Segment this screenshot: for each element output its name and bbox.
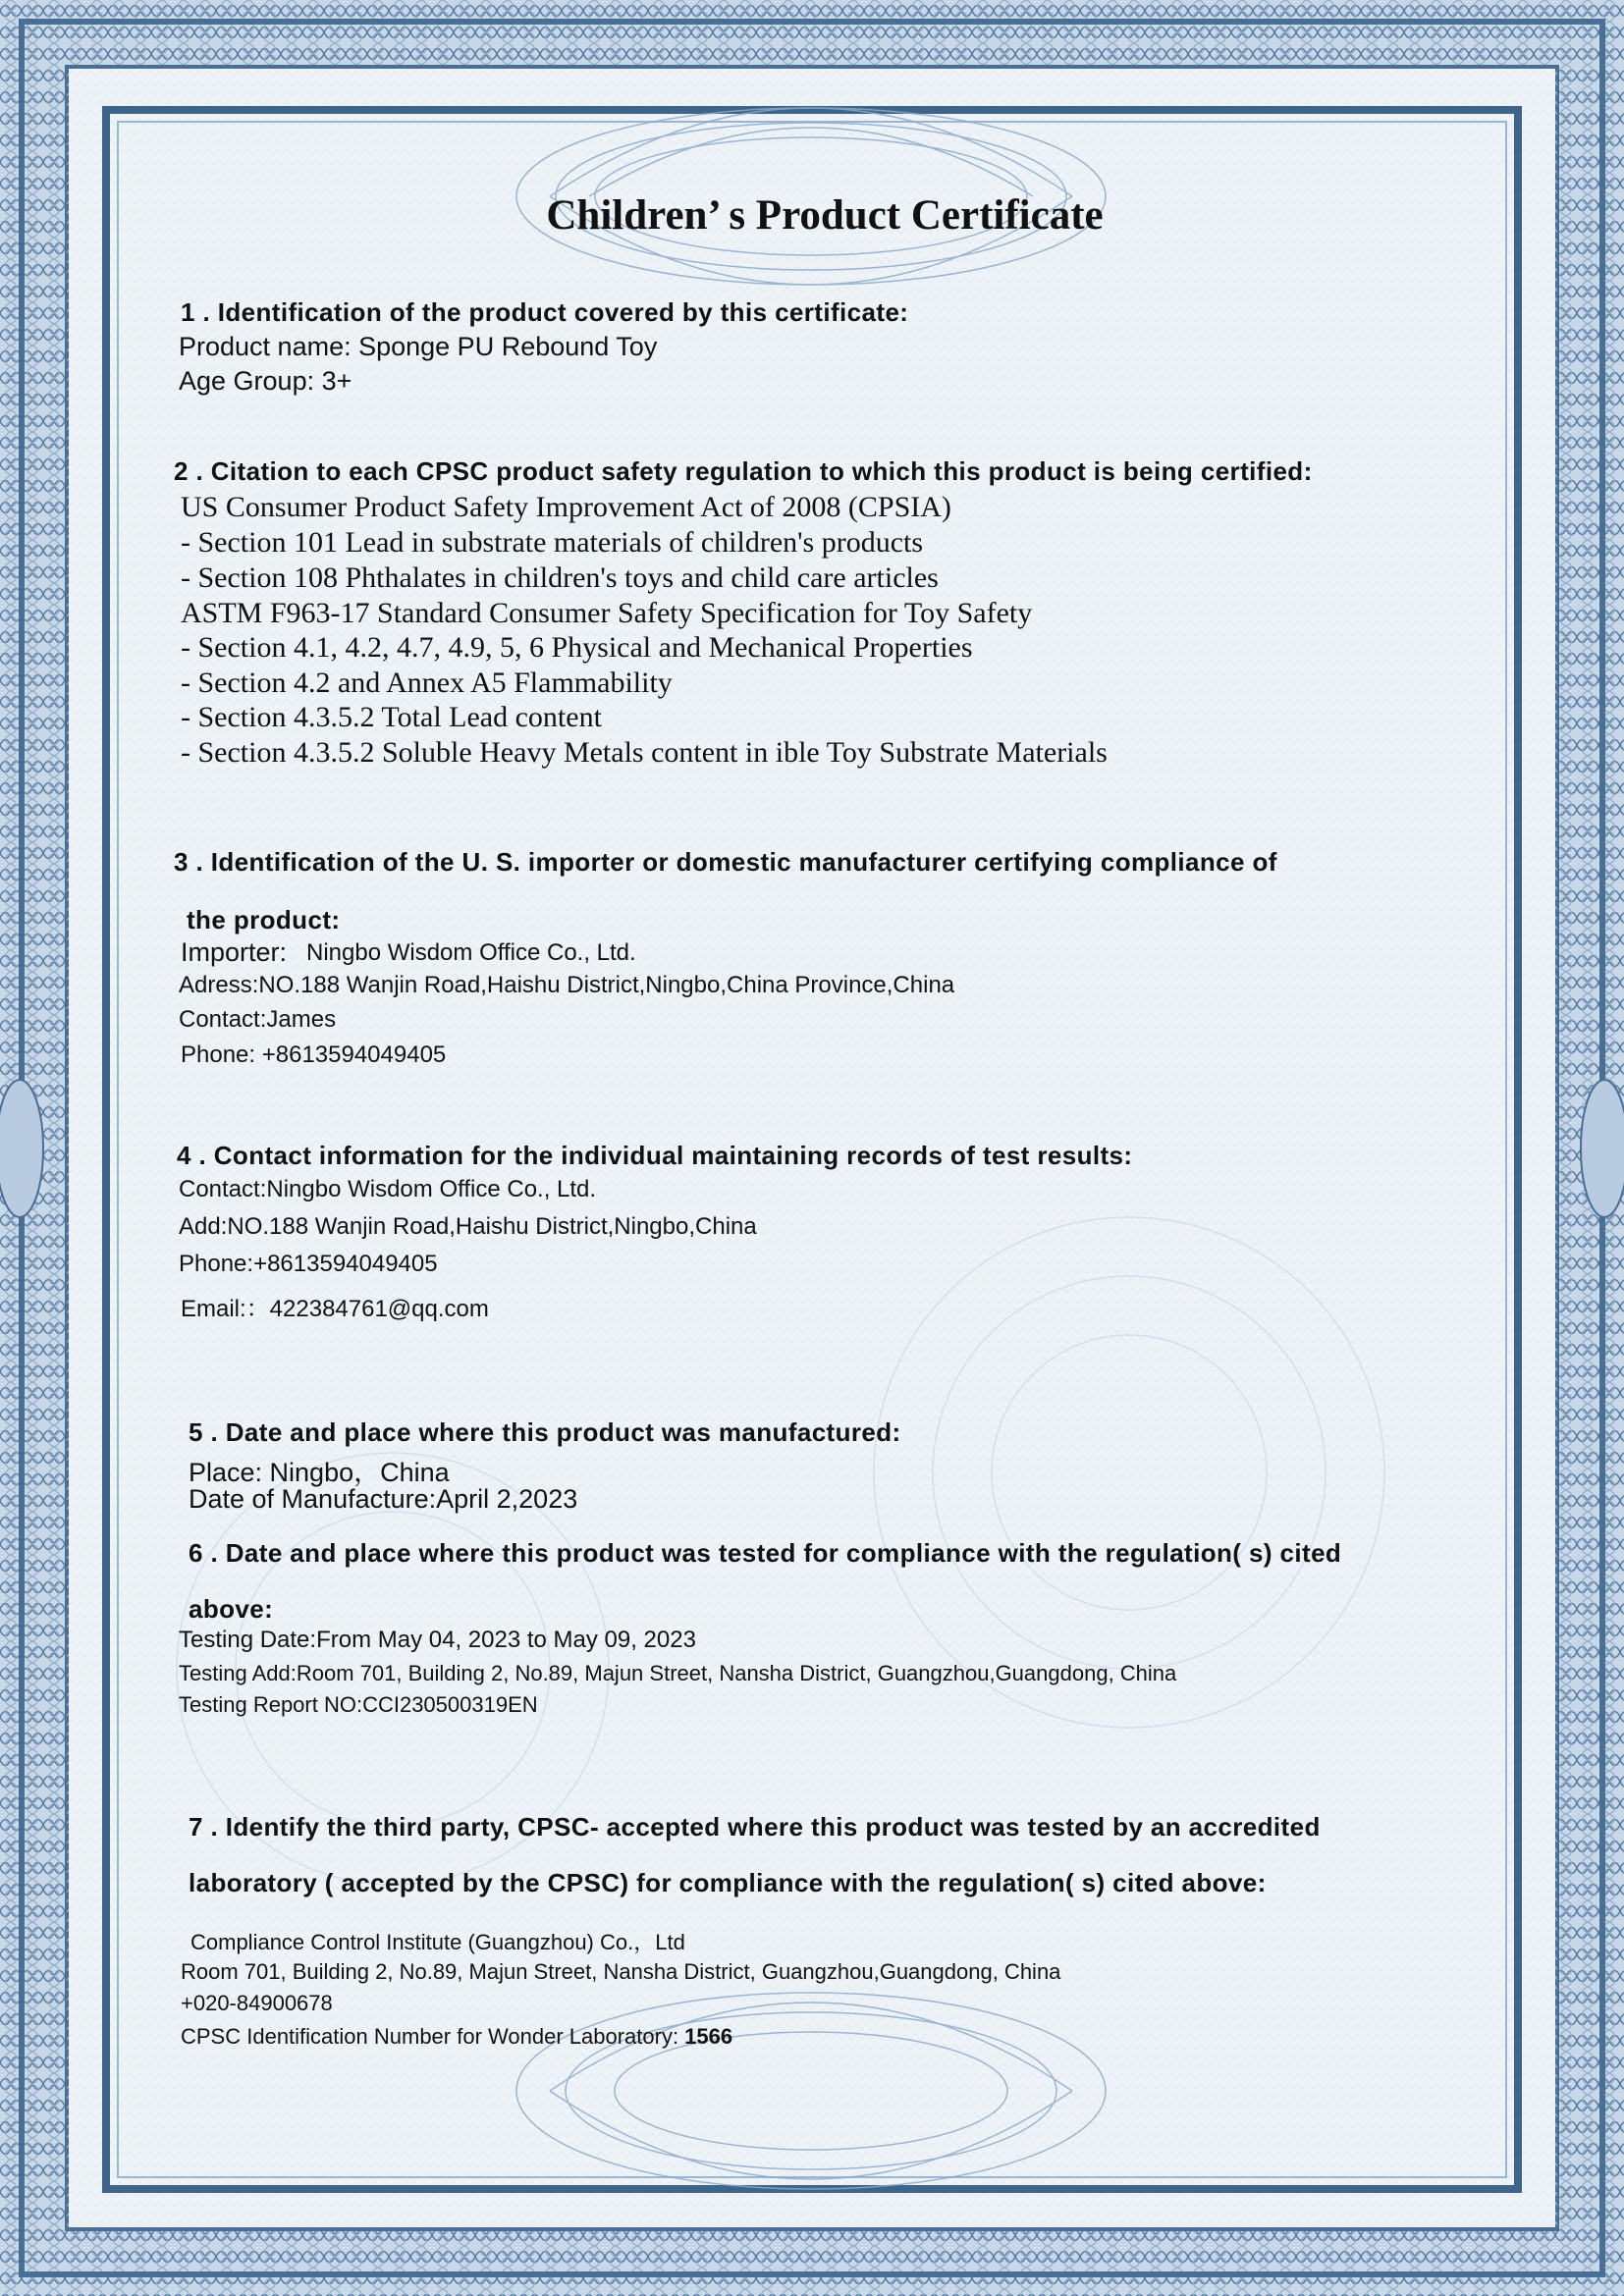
cpsc-id-line [181, 2024, 732, 2050]
section3-heading-cont: the product: [187, 905, 341, 934]
records-email: Email:：422384761@qq.com [181, 1296, 489, 1322]
cpsc-id-number: 1566 [684, 2024, 733, 2049]
age-group: Age Group: 3+ [179, 366, 352, 396]
manufacture-place: Place: Ningbo，China [189, 1458, 450, 1487]
records-phone: Phone:+8613594049405 [179, 1251, 438, 1277]
manufacture-date: Date of Manufacture:April 2,2023 [189, 1484, 578, 1514]
section6-heading-cont: above: [189, 1594, 274, 1624]
cpsc-id-label: CPSC Identification Number for Wonder Laboratory: [181, 2024, 685, 2049]
section1-heading: 1 . Identification of the product covered by this certificate: [181, 297, 909, 327]
section3-heading: 3 . Identification of the U. S. importer or domestic manufacturer certifying compliance of [174, 847, 1277, 877]
importer-phone: Phone: +8613594049405 [181, 1041, 447, 1068]
certificate-title: Children’ s Product Certificate [546, 192, 1104, 239]
section7-heading-cont: laboratory ( accepted by the CPSC) for compliance with the regulation( s) cited above: [189, 1868, 1267, 1897]
testing-report-number: Testing Report NO:CCI230500319EN [179, 1692, 538, 1717]
importer-value: Ningbo Wisdom Office Co., Ltd. [306, 939, 636, 966]
testing-date: Testing Date:From May 04, 2023 to May 09, 2023 [179, 1627, 696, 1653]
product-name: Product name: Sponge PU Rebound Toy [179, 332, 658, 361]
regulation-line: - Section 4.1, 4.2, 4.7, 4.9, 5, 6 Physical and Mechanical Properties [181, 631, 973, 664]
records-contact: Contact:Ningbo Wisdom Office Co., Ltd. [179, 1176, 597, 1202]
regulation-line: - Section 4.2 and Annex A5 Flammability [181, 667, 673, 699]
section7-heading: 7 . Identify the third party, CPSC- accepted where this product was tested by an accredited [189, 1812, 1321, 1842]
records-address: Add:NO.188 Wanjin Road,Haishu District,Ningbo,China [179, 1213, 757, 1240]
regulation-line: US Consumer Product Safety Improvement Act of 2008 (CPSIA) [181, 491, 951, 523]
regulation-line: - Section 4.3.5.2 Soluble Heavy Metals content in ible Toy Substrate Materials [181, 736, 1108, 769]
lab-address: Room 701, Building 2, No.89, Majun Street, Nansha District, Guangzhou,Guangdong, China [181, 1959, 1061, 1984]
regulation-line: - Section 4.3.5.2 Total Lead content [181, 701, 602, 733]
lab-phone: +020-84900678 [181, 1991, 333, 2015]
section4-heading: 4 . Contact information for the individual maintaining records of test results: [177, 1141, 1133, 1170]
regulation-line: - Section 101 Lead in substrate materials of children's products [181, 526, 924, 559]
regulation-line: - Section 108 Phthalates in children's toys and child care articles [181, 561, 939, 594]
testing-address: Testing Add:Room 701, Building 2, No.89, Majun Street, Nansha District, Guangzhou,Guangdong, China [179, 1661, 1177, 1685]
importer-contact: Contact:James [179, 1006, 337, 1033]
section5-heading: 5 . Date and place where this product was manufactured: [189, 1417, 901, 1447]
section6-heading: 6 . Date and place where this product was tested for compliance with the regulation( s) cited [189, 1538, 1342, 1568]
importer-address: Adress:NO.188 Wanjin Road,Haishu District,Ningbo,China Province,China [179, 972, 955, 998]
importer-label: Importer: [181, 937, 288, 967]
regulation-line: ASTM F963-17 Standard Consumer Safety Specification for Toy Safety [181, 597, 1033, 629]
section2-heading: 2 . Citation to each CPSC product safety regulation to which this product is being certified: [174, 456, 1313, 486]
lab-name: Compliance Control Institute (Guangzhou) Co.，Ltd [190, 1930, 685, 1954]
